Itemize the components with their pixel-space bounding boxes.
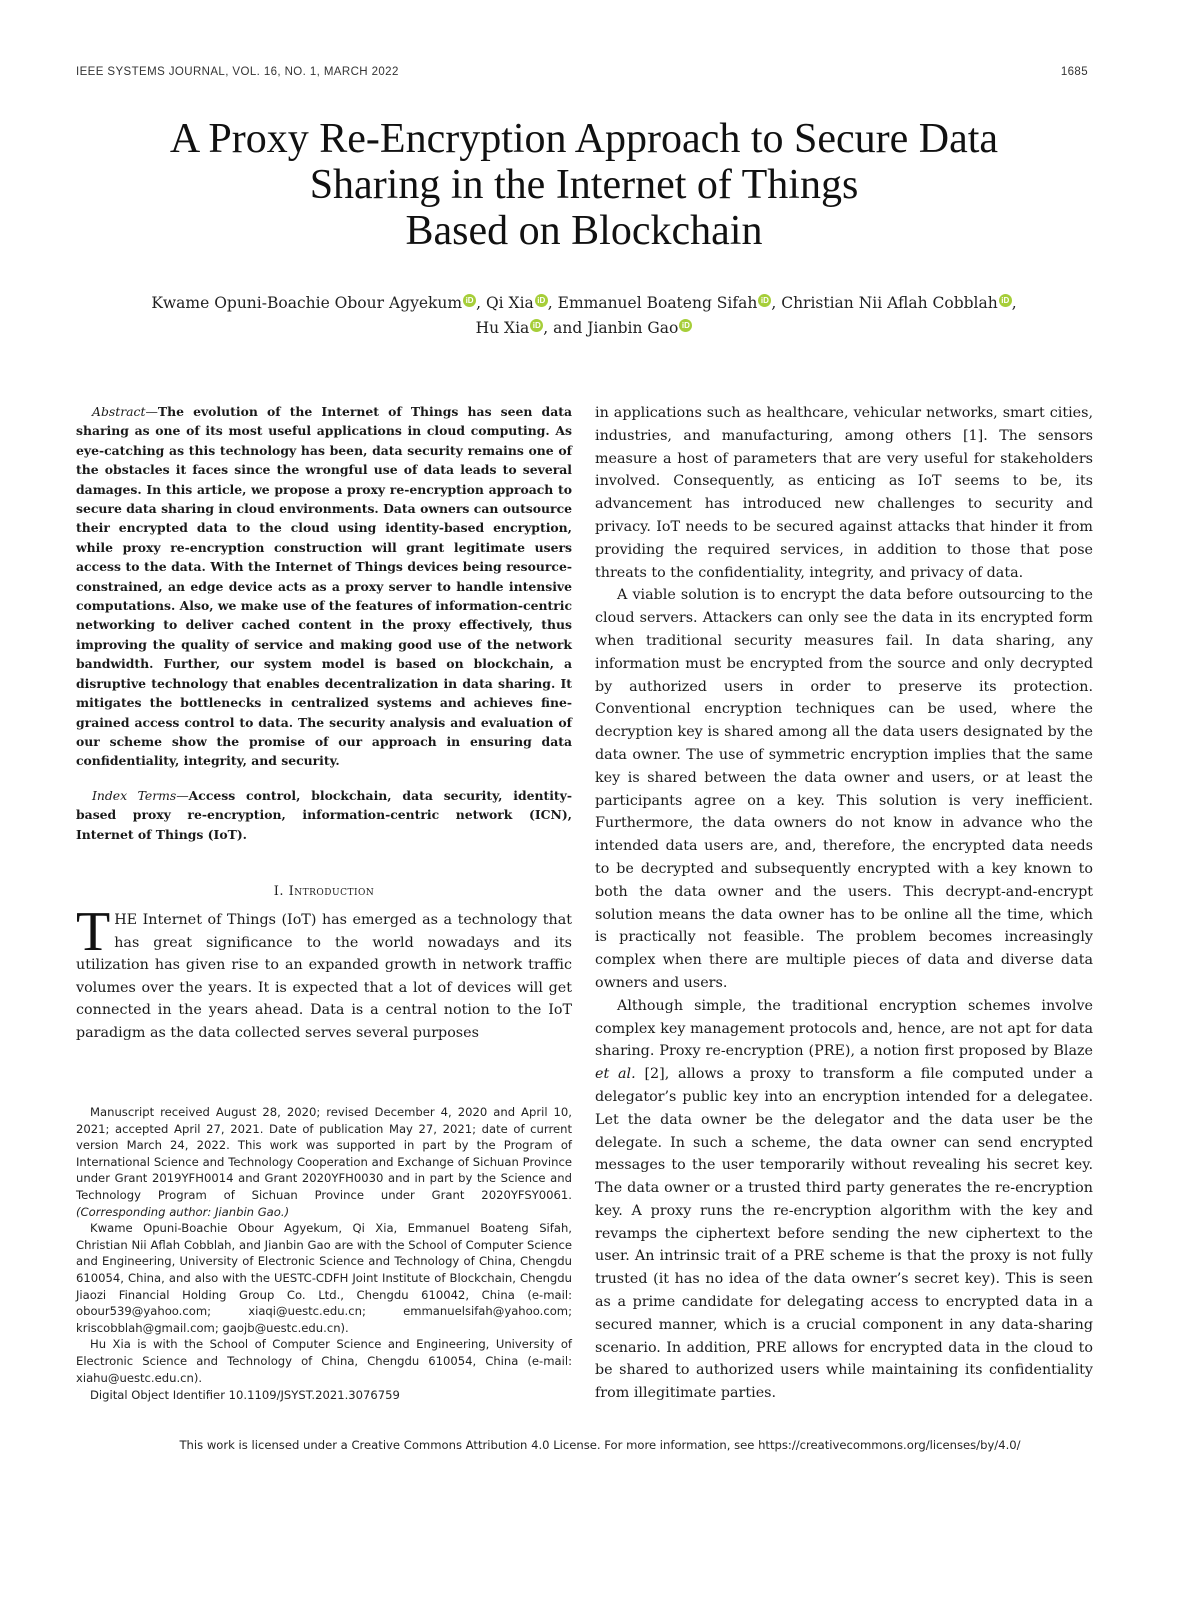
author-list <box>60 291 1108 341</box>
orcid-icon[interactable]: iD <box>999 294 1012 307</box>
index-terms-label: Index Terms— <box>92 787 189 803</box>
index-terms <box>76 786 572 844</box>
author-separator: , <box>547 294 558 312</box>
section-heading: I. Introduction <box>273 883 375 899</box>
body-paragraph: in applications such as healthcare, vehicular networks, smart cities, industries, and manufacturing, among others [1]. The sensors measure a host of parameters that are very useful for stakeholders involved. Consequently, as enticing as IoT seems to be, its advancement has introduced new challenges to security and privacy. IoT needs to be secured against attacks that hinder it from providing the required services, in addition to those that pose threats to the confidentiality, integrity, and privacy of data. <box>595 405 1093 581</box>
paragraph-text: Although simple, the traditional encryption schemes involve complex key management protocols and, hence, are not apt for data sharing. Proxy re-encryption (PRE), a notion first proposed by Blaze <box>595 997 1093 1060</box>
corresponding-author: (Corresponding author: Jianbin Gao.) <box>76 1204 290 1219</box>
body-paragraph: A viable solution is to encrypt the data before outsourcing to the cloud servers. Attackers can only see the data in its encrypted form when traditional security measures fail. In data sharing, any information must be encrypted from the source and only decrypted by authorized users in order to preserve its protection. Conventional encryption techniques can be used, where the decryption key is shared among all the data users designated by the data owner. The use of symmetric encryption implies that the same key is shared between the data owner and users, or at least the participants agree on a key. This solution is very inefficient. Furthermore, the data owners do not know in advance who the intended data users are, and, therefore, the encrypted data needs to be decrypted and subsequently encrypted with a key known to both the data owner and the users. This decrypt-and-encrypt solution means the data owner has to be online all the time, which is practically not feasible. The problem becomes increasingly complex when there are multiple pieces of data and diverse data owners and users. <box>595 587 1093 991</box>
manuscript-history <box>76 1104 572 1220</box>
license-footer: This work is licensed under a Creative Commons Attribution 4.0 License. For more information, see https://creativecommons.org/licenses/by/4.0/ <box>179 1438 1021 1452</box>
running-header <box>76 66 1088 82</box>
body-paragraph <box>595 995 1093 1405</box>
author-separator: , and <box>543 319 588 337</box>
paragraph-text: [2], allows a proxy to transform a file computed under a delegator’s public key into an encryption intended for a delegatee. Let the data owner be the delegator and the data user be the delegate. In such a scheme, the data owner can send encrypted messages to the user temporarily without revealing his secret key. The data owner or a trusted third party generates the re-encryption key. A proxy runs the re-encryption algorithm with the key and revamps the ciphertext before sending the new ciphertext to the user. An intrinsic trait of a PRE scheme is that the proxy is not fully trusted (it has no idea of the data owner’s secret key). This is seen as a prime candidate for delegating access to encrypted data in a secured manner, which is a crucial component in any data-sharing scenario. In addition, PRE allows for encrypted data in the cloud to be shared to authorized users while maintaining its confidentiality from illegitimate parties. <box>595 1066 1093 1402</box>
journal-citation: IEEE SYSTEMS JOURNAL, VOL. 16, NO. 1, MARCH 2022 <box>76 66 399 78</box>
title-line-3: Based on Blockchain <box>405 208 763 254</box>
author-separator: , <box>771 294 782 312</box>
drop-cap: T <box>76 900 111 963</box>
orcid-icon[interactable]: iD <box>535 294 548 307</box>
doi: Digital Object Identifier 10.1109/JSYST.2021.3076759 <box>90 1388 400 1403</box>
left-column <box>76 402 572 1045</box>
page-number: 1685 <box>1060 66 1088 78</box>
affiliation-1: Kwame Opuni-Boachie Obour Agyekum, Qi Xia, Emmanuel Boateng Sifah, Christian Nii Aflah Cobblah, and Jianbin Gao are with the School of Computer Science and Engineering, University of Electronic Science and Technology of China, Chengdu 610054, China, and also with the UESTC-CDFH Joint Institute of Blockchain, Chengdu Jiaozi Financial Holding Group Co. Ltd., Chengdu 610042, China (e-mail: obour539@yahoo.com; xiaqi@uestc.edu.cn; emmanuelsifah@yahoo.com; kriscobblah@gmail.com; gaojb@uestc.edu.cn). <box>76 1221 572 1335</box>
author-name: Emmanuel Boateng Sifah <box>557 294 758 312</box>
author-separator: , <box>476 294 486 312</box>
author-name: Hu Xia <box>475 319 530 337</box>
citation-etal: et al. <box>595 1066 636 1083</box>
title-line-1: A Proxy Re-Encryption Approach to Secure Data <box>169 116 999 162</box>
abstract-label: Abstract— <box>92 404 158 419</box>
intro-paragraph <box>76 900 572 1045</box>
first-page-footnote <box>76 1104 572 1404</box>
author-name: Jianbin Gao <box>587 319 679 337</box>
affiliation-2: Hu Xia is with the School of Computer Science and Engineering, University of Electronic Science and Technology of China, Chengdu 610054, China (e-mail: xiahu@uestc.edu.cn). <box>76 1337 572 1385</box>
right-column <box>595 402 1093 1405</box>
abstract-text: The evolution of the Internet of Things has seen data sharing as one of its most useful applications in cloud computing. As eye-catching as this technology has been, data security remains one of the obstacles it faces since the wrongful use of data leads to several damages. In this article, we propose a proxy re-encryption approach to secure data sharing in cloud environments. Data owners can outsource their encrypted data to the cloud using identity-based encryption, while proxy re-encryption construction will grant legitimate users access to the data. With the Internet of Things devices being resource-constrained, an edge device acts as a proxy server to handle intensive computations. Also, we make use of the features of information-centric networking to deliver cached content in the proxy effectively, thus improving the quality of service and making good use of the network bandwidth. Further, our system model is based on blockchain, a disruptive technology that enables decentralization in data sharing. It mitigates the bottlenecks in centralized systems and achieves fine-grained access control to data. The security analysis and evaluation of our scheme show the promise of our approach in ensuring data confidentiality, integrity, and security. <box>76 404 572 769</box>
intro-text: HE Internet of Things (IoT) has emerged as a technology that has great significance to the world nowadays and its utilization has given rise to an expanded growth in network traffic volumes over the years. It is expected that a lot of devices will get connected in the years ahead. Data is a central notion to the IoT paradigm as the data collected serves several purposes <box>76 911 572 1041</box>
author-name: Qi Xia <box>485 294 534 312</box>
orcid-icon[interactable]: iD <box>530 319 543 332</box>
index-terms-text: Access control, blockchain, data security, identity-based proxy re-encryption, information-centric network (ICN), Internet of Things (IoT). <box>76 787 572 842</box>
received-text: Manuscript received August 28, 2020; revised December 4, 2020 and April 10, 2021; accepted April 27, 2021. Date of publication May 27, 2021; date of current version March 24, 2022. This work was supported in part by the Program of International Science and Technology Cooperation and Exchange of Sichuan Province under Grant 2019YFH0014 and Grant 2020YFH0030 and in part by the Science and Technology Program of Sichuan Province under Grant 2020YFSY0061. <box>76 1105 572 1202</box>
abstract <box>76 402 572 771</box>
orcid-icon[interactable]: iD <box>758 294 771 307</box>
orcid-icon[interactable]: iD <box>679 319 692 332</box>
title-line-2: Sharing in the Internet of Things <box>309 162 859 208</box>
author-name: Christian Nii Aflah Cobblah <box>781 294 998 312</box>
author-name: Kwame Opuni-Boachie Obour Agyekum <box>151 294 463 312</box>
author-separator: , <box>1011 294 1017 312</box>
orcid-icon[interactable]: iD <box>463 294 476 307</box>
paper-title <box>60 116 1108 254</box>
